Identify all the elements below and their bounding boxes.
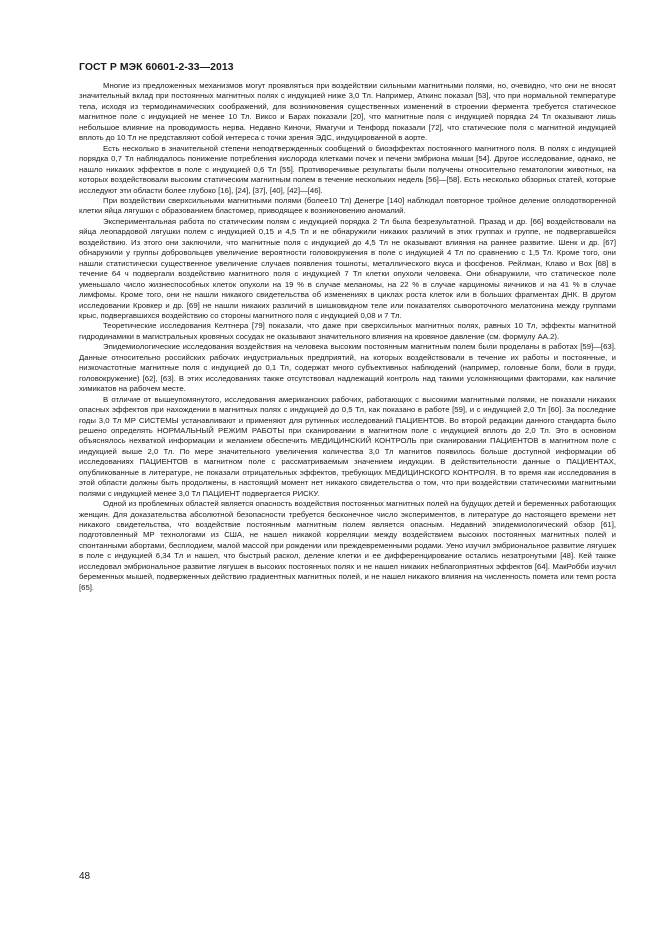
paragraph: Экспериментальная работа по статическим полям с индукцией порядка 2 Тл была безрезультатной. Празад и др. [66] воздействовали на яйца леопардовой лягушки полем с индукцией 0,15 и 4,5 Тл и не обнаружили никаких различий в этих группах и группе, не подвергавшейся воздействию. Из этого они заключили, что магнитные поля с индукцией до 4,5 Тл не оказывают влияния на раннее развитие. Шенк и др. [67] обнаружили у группы добровольцев увеличение вероятности головокружения в поле с индукцией 4 Тл по сравнению с 1,5 Тл. Кроме того, они нашли статистически существенное увеличение случаев появления тошноты, металлического вкуса и фосфенов. Рейлман, Клаво и Вох [68] в течение 64 ч подвергали воздействию магнитного поля с индукцией 7 Тл клетки опухоли человека. Они обнаружили, что статическое поле уменьшало число жизнеспособных клеток опухоли на 19 % в случае меланомы, на 22 % в случае карциномы яичников и на 41 % в случае лимфомы. Кроме того, они не нашли никакого свидетельства об изменениях в циклах роста клеток или в больших фрагментах ДНК. В другом исследовании Кровкер и др. [69] не нашли никаких различий в шишковидном теле или показателях сывороточного мелатонина между группами крыс, подвергавшихся воздействию со стороны магнитного поля с индукцией 0,08 и 7 Тл. [79,216,616,320]
paragraph: Многие из предложенных механизмов могут проявляться при воздействии сильными магнитными полями, но, очевидно, что они не вносят значительный вклад при постоянных магнитных полях с индукцией ниже 3,0 Тл. Например, Аткинс показал [53], что при нормальной температуре тела, исходя из термодинамических соображений, для возникновения существенных изменений в строении фермента требуется статическое магнитное поле с индукцией не менее 10 Тл. Виксо и Барах показали [20], что магнитные поля с индукцией порядка 24 Тл оказывают лишь небольшое влияние на проводимость нерва. Недавно Киночи, Ямагучи и Тенфорд показали [72], что статические поля с магнитной индукцией вплоть до 10 Тл не представляют собой интереса с точки зрения ЭДС, индуцированной в аорте. [79,81,616,143]
paragraph: Эпидемиологические исследования воздействия на человека высоким постоянным магнитным полем были проделаны в работах [59]—[63]. Данные относительно российских рабочих индустриальных предприятий, на которых воздействовали в течение их работы и постоянные, и низкочастотные магнитные поля с индукцией до 0,1 Тл, содержат много субъективных наблюдений (например, головные боли, боли в груди, головокружение) [62], [63]. В этих исследованиях также отсутствовал надлежащий контроль над такими усложняющими факторами, как наличие химикатов на рабочем месте. [79,342,616,394]
paragraph: Теоретические исследования Келтнера [79] показали, что даже при сверхсильных магнитных полях, равных 10 Тл, эффекты магнитной гидродинамики в магистральных кровяных сосудах не оказывают значительного влияния на кровяное давление (см. формулу АА.2). [79,321,616,341]
page-number: 48 [79,871,91,882]
paragraph: Одной из проблемных областей является опасность воздействия постоянных магнитных полей на будущих детей и беременных работающих женщин. Для доказательства абсолютной безопасности требуется бесконечное число экспериментов, в литературе до настоящего времени нет никакого свидетельства, что воздействие постоянным магнитным полем является опасным. Недавний эпидемиологический обзор [61], подготовленный МР технологами из США, не нашел никакой корреляции между воздействием высоких постоянных магнитных полей и спонтанными абортами, бесплодием, малой массой при рождении или преждевременными родами. Уено изучил эмбриональное развитие лягушек в поле с индукцией 6,34 Тл и нашел, что быстрый раскол, деление клетки и ее дифференцирование остались незатронутыми [48]. Кей также исследовал эмбриональное развитие лягушек в высоких постоянных полях и не нашел никаких неблагоприятных эффектов [64]. МакРобби изучил беременных мышей, подверженных действию градиентных магнитных полей, и не нашел никакого влияния на численность помета или темп роста [65]. [79,499,616,592]
document-body [79,81,616,593]
document-header: ГОСТ Р МЭК 60601-2-33—2013 [79,62,234,73]
paragraph: При воздействии сверхсильными магнитными полями (более10 Тл) Денегре [140] наблюдал повторное тройное деление оплодотворенной клетки яйца лягушки с образованием бластомер, приводящее к возникновению аномалий. [79,195,616,216]
paragraph: В отличие от вышеупомянутого, исследования американских рабочих, работающих с высокими магнитными полями, не показали никаких опасных эффектов при нахождении в магнитных полях с индукцией до 0,5 Тл, как показано в работе [59], и с индукцией 2,0 Тл [60]. За последние годы 3,0 Тл МР СИСТЕМЫ устанавливают и применяют для рутинных исследований ПАЦИЕНТОВ. Во второй редакции данного стандарта было решено определять НОРМАЛЬНЫЙ РЕЖИМ РАБОТЫ при сканировании в магнитном поле с индукцией вплоть до 2,0 Тл. Это в основном объяснялось нехваткой информации и желанием обеспечить МЕДИЦИНСКИЙ КОНТРОЛЬ при сканировании ПАЦИЕНТОВ в магнитном поле с индукцией выше 2,0 Тл. По мере значительного увеличения количества 3,0 Тл магнитов появилось больше доступной информации об исследованиях ПАЦИЕНТОВ в магнитном поле с рассматриваемым значением индукции. В действительности данные о ПАЦИЕНТАХ, опубликованные в литературе, не показали отрицательных эффектов, требующих МЕДИЦИНСКОГО КОНТРОЛЯ. В то время как исследования в этой области должны быть продолжены, в настоящий момент нет никакого свидетельства о том, что при воздействии статическими магнитными полями с индукцией менее 3,0 Тл ПАЦИЕНТ подвергается РИСКУ. [79,394,616,498]
paragraph: Есть несколько в значительной степени неподтвержденных сообщений о биоэффектах постоянного магнитного поля. В полях с индукцией порядка 0,7 Тл наблюдалось понижение потребления кислорода клетками почек и печени эмбриона мыши [54]. Другое исследование, однако, не нашло никаких эффектов в поле с индукцией 0,6 Тл [55]. Противоречивые результаты были получены относительно гематологии животных, на которых воздействовали высоким статическим магнитным полем в течение нескольких недель [56]—[58]. Есть несколько обзорных статей, которые исследуют эти области более глубоко [16], [24], [37], [40], [42]—[46]. [79,143,616,195]
